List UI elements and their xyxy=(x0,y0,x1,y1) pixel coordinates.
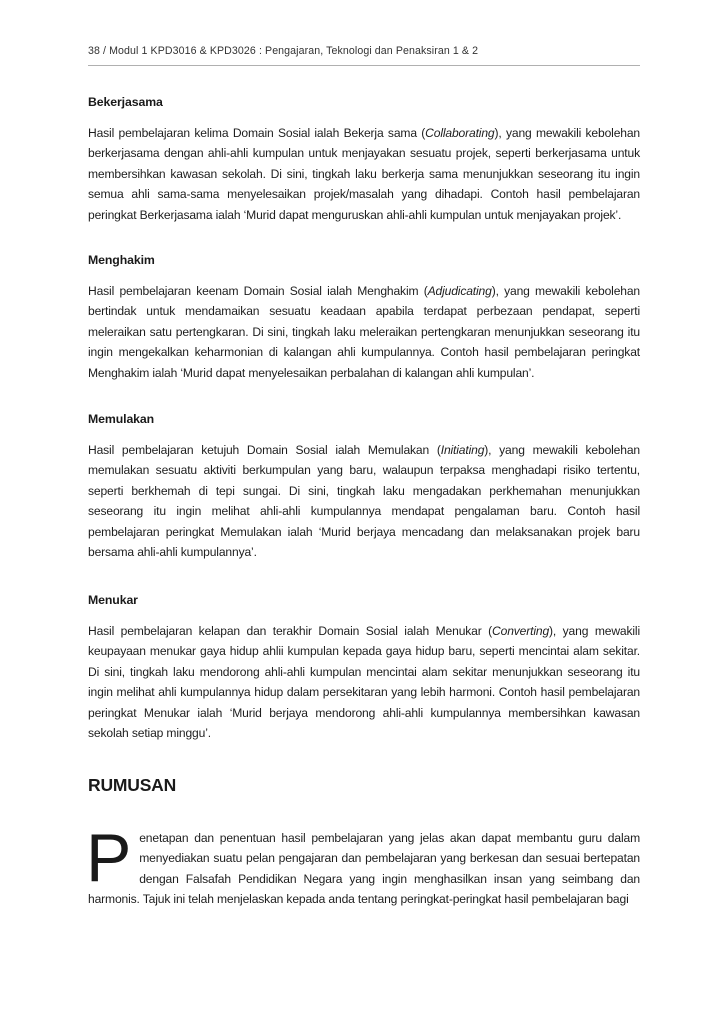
section-menghakim xyxy=(88,253,640,383)
english-term: Adjudicating xyxy=(427,284,492,298)
section-paragraph: Hasil pembelajaran kelima Domain Sosial ialah Bekerja sama (Collaborating), yang mewakili kebolehan berkerjasama dengan ahli-ahli kumpulan untuk menjayakan sesuatu projek, seperti berkerjasama untuk membersihkan kawasan sekolah. Di sini, tingkah laku berkerja sama menunjukkan seseorang itu ingin semua ahli sama-sama menyelesaikan projek/masalah yang dihadapi. Contoh hasil pembelajaran peringkat Berkerjasama ialah ‘Murid dapat menguruskan ahli-ahli kumpulan untuk menjayakan projek’. xyxy=(88,126,640,222)
header-divider xyxy=(88,65,640,66)
section-heading: Memulakan xyxy=(88,412,155,426)
rumusan-section xyxy=(86,820,640,910)
section-memulakan xyxy=(88,412,640,562)
rumusan-paragraph: Penetapan dan penentuan hasil pembelajaran yang jelas akan dapat membantu guru dalam menyediakan suatu pelan pengajaran dan pembelajaran yang berkesan dan sesuai bertepatan dengan Falsafah Pendidikan Negara yang ingin menghasilkan insan yang seimbang dan harmonis. Tajuk ini telah menjelaskan kepada anda tentang peringkat-peringkat hasil pembelajaran bagi xyxy=(86,820,640,907)
section-menukar xyxy=(88,593,640,743)
rumusan-heading: RUMUSAN xyxy=(88,775,177,795)
section-heading: Menukar xyxy=(88,593,138,607)
english-term: Initiating xyxy=(440,443,485,457)
section-paragraph: Hasil pembelajaran keenam Domain Sosial ialah Menghakim (Adjudicating), yang mewakili kebolehan bertindak untuk mendamaikan sesuatu keadaan apabila terdapat perbezaan pendapat, seperti meleraikan satu pertengkaran. Di sini, tingkah laku meleraikan pertengkaran menunjukkan seseorang itu ingin mengekalkan keharmonian di kalangan ahli kumpulannya. Contoh hasil pembelajaran peringkat Menghakim ialah ‘Murid dapat menyelesaikan perbalahan di kalangan ahli kumpulan’. xyxy=(88,284,640,380)
section-heading: Menghakim xyxy=(88,253,155,267)
english-term: Converting xyxy=(492,624,550,638)
running-header: 38 / Modul 1 KPD3016 & KPD3026 : Pengajaran, Teknologi dan Penaksiran 1 & 2 xyxy=(88,45,479,57)
drop-cap: P xyxy=(86,820,132,896)
section-heading: Bekerjasama xyxy=(88,95,163,109)
english-term: Collaborating xyxy=(425,126,495,140)
section-paragraph: Hasil pembelajaran ketujuh Domain Sosial ialah Memulakan (Initiating), yang mewakili kebolehan memulakan sesuatu aktiviti berkumpulan yang baru, walaupun terpaksa menghadapi risiko tertentu, seperti berkhemah di tepi sungai. Di sini, tingkah laku mengadakan perkhemahan menunjukkan seseorang itu ingin melihat ahli-ahli kumpulannya mendapat pengalaman baru. Contoh hasil pembelajaran peringkat Memulakan ialah ‘Murid berjaya mencadang dan melaksanakan projek baru bersama ahli-ahli kumpulannya’. xyxy=(88,443,640,560)
section-bekerjasama xyxy=(88,95,640,225)
section-paragraph: Hasil pembelajaran kelapan dan terakhir Domain Sosial ialah Menukar (Converting), yang mewakili keupayaan menukar gaya hidup ahlii kumpulan kepada gaya hidup baru, seperti mencintai alam sekitar. Di sini, tingkah laku mendorong ahli-ahli kumpulan mencintai alam sekitar menunjukkan seseorang itu ingin melihat ahli kumpulannya hidup dalam persekitaran yang lebih harmoni. Contoh hasil pembelajaran peringkat Menukar ialah ‘Murid berjaya mendorong ahli-ahli kumpulannya membersihkan kawasan sekolah setiap minggu’. xyxy=(88,624,640,741)
